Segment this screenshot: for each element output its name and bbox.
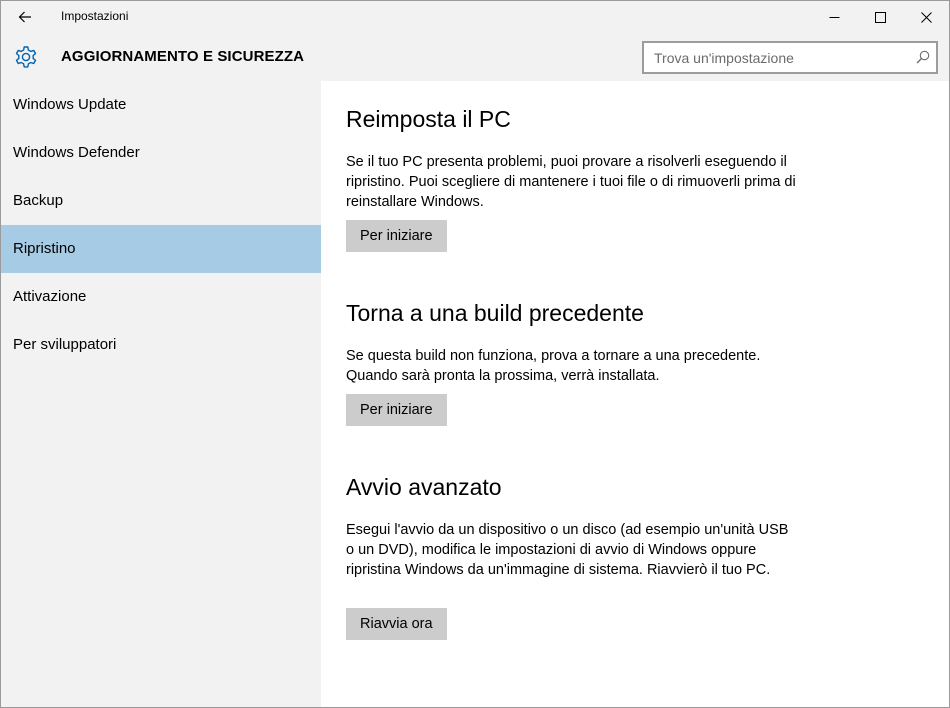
go-back-build-start-button[interactable]: Per iniziare — [346, 394, 447, 426]
go-back-build-heading: Torna a una build precedente — [346, 300, 644, 326]
close-button[interactable] — [903, 1, 949, 33]
search-icon[interactable] — [916, 50, 930, 64]
page-header — [1, 33, 949, 81]
back-button[interactable] — [1, 1, 49, 33]
sidebar-item-windows-update[interactable]: Windows Update — [13, 96, 127, 113]
app-title: Impostazioni — [61, 9, 129, 23]
maximize-icon — [875, 12, 886, 23]
search-input[interactable] — [644, 43, 916, 72]
reset-pc-start-button[interactable]: Per iniziare — [346, 220, 447, 252]
sidebar-item-windows-defender[interactable]: Windows Defender — [13, 144, 140, 161]
advanced-startup-description: Esegui l'avvio da un dispositivo o un disco (ad esempio un'unità USB o un DVD), modifica le impostazioni di avvio di Windows oppure ripristina Windows da un'immagine di sistema. Riavvierò il tuo PC. — [346, 522, 789, 578]
sidebar — [1, 81, 321, 707]
minimize-icon — [829, 12, 840, 23]
sidebar-item-ripristino[interactable]: Ripristino — [1, 225, 321, 273]
sidebar-item-backup[interactable]: Backup — [13, 192, 64, 209]
sidebar-item-per-sviluppatori[interactable]: Per sviluppatori — [13, 336, 117, 353]
back-arrow-icon — [18, 11, 32, 23]
title-bar — [1, 1, 949, 33]
gear-icon — [13, 44, 39, 70]
minimize-button[interactable] — [811, 1, 857, 33]
advanced-startup-heading: Avvio avanzato — [346, 474, 502, 500]
reset-pc-description: Se il tuo PC presenta problemi, puoi provare a risolverli eseguendo il ripristino. Puoi scegliere di mantenere i tuoi file o di rimuoverli prima di reinstallare Windows. — [346, 154, 796, 210]
section-title: AGGIORNAMENTO E SICUREZZA — [61, 48, 305, 65]
search-box[interactable] — [642, 41, 938, 74]
sidebar-item-attivazione[interactable]: Attivazione — [13, 288, 87, 305]
close-icon — [921, 12, 932, 23]
restart-now-button[interactable]: Riavvia ora — [346, 608, 447, 640]
maximize-button[interactable] — [857, 1, 903, 33]
reset-pc-heading: Reimposta il PC — [346, 106, 511, 132]
go-back-build-description: Se questa build non funziona, prova a tornare a una precedente. Quando sarà pronta la prossima, verrà installata. — [346, 348, 761, 384]
main-content — [321, 81, 949, 707]
